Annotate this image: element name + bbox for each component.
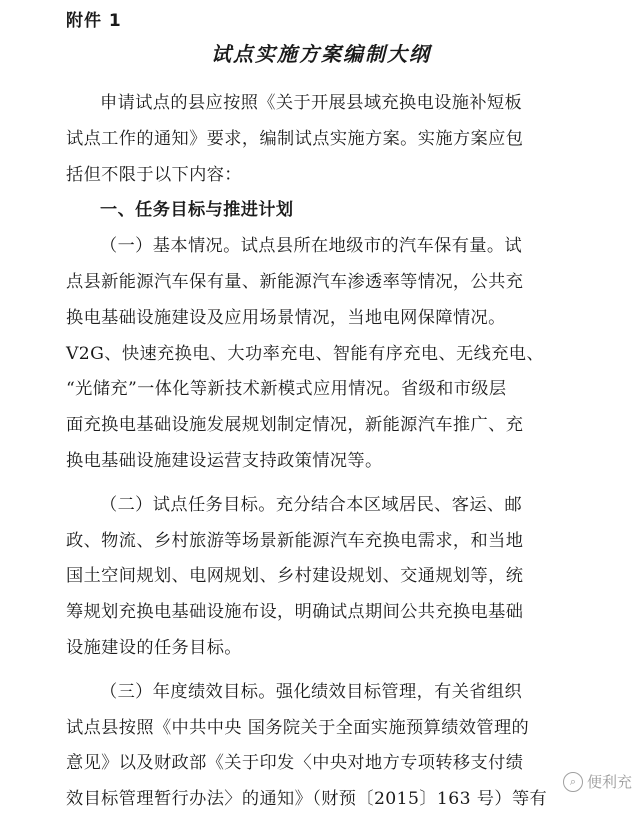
- watermark-text: 便利充: [586, 773, 632, 791]
- attachment-label: 附件 1: [66, 11, 122, 31]
- paragraph-line: 面充换电基础设施发展规划制定情况，新能源汽车推广、充: [66, 415, 524, 436]
- document-body: [66, 86, 566, 818]
- watermark: [563, 771, 632, 792]
- paragraph-line: （一）基本情况。试点县所在地级市的汽车保有量。试: [100, 236, 523, 257]
- intro-line: 括但不限于以下内容：: [66, 164, 242, 185]
- paragraph-line: 意见》以及财政部《关于印发〈中央对地方专项转移支付绩: [66, 753, 524, 774]
- paragraph-line: V2G、快速充换电、大功率充电、智能有序充电、无线充电、: [66, 343, 544, 364]
- paragraph-line: 国土空间规划、电网规划、乡村建设规划、交通规划等，统: [66, 566, 524, 587]
- paragraph-line: 换电基础设施建设运营支持政策情况等。: [66, 450, 383, 471]
- section-heading: 一、任务目标与推进计划: [100, 200, 294, 221]
- paragraph-line: 效目标管理暂行办法〉的通知》（财预〔2015〕163 号）等有: [66, 789, 548, 810]
- paragraph-line: 筹规划充换电基础设施布设，明确试点期间公共充换电基础: [66, 602, 524, 623]
- wechat-search-icon: ⌕: [563, 772, 583, 792]
- paragraph-line: 设施建设的任务目标。: [66, 637, 242, 658]
- paragraph-line: （三）年度绩效目标。强化绩效目标管理，有关省组织: [100, 681, 523, 702]
- paragraph-line: 点县新能源汽车保有量、新能源汽车渗透率等情况，公共充: [66, 271, 524, 292]
- paragraph-line: 政、物流、乡村旅游等场景新能源汽车充换电需求，和当地: [66, 530, 524, 551]
- paragraph-line: 试点县按照《中共中央 国务院关于全面实施预算绩效管理的: [66, 717, 530, 738]
- paragraph-line: （二）试点任务目标。充分结合本区域居民、客运、邮: [100, 494, 523, 515]
- intro-line: 试点工作的通知》要求，编制试点实施方案。实施方案应包: [66, 128, 524, 149]
- paragraph-gap: [66, 480, 566, 488]
- paragraph-line: 换电基础设施建设及应用场景情况，当地电网保障情况。: [66, 307, 506, 328]
- paragraph-line: “光储充”一体化等新技术新模式应用情况。省级和市级层: [66, 379, 507, 400]
- intro-line: 申请试点的县应按照《关于开展县域充换电设施补短板: [100, 93, 523, 113]
- paragraph-gap: [66, 667, 566, 675]
- document-title: 试点实施方案编制大纲: [211, 42, 431, 66]
